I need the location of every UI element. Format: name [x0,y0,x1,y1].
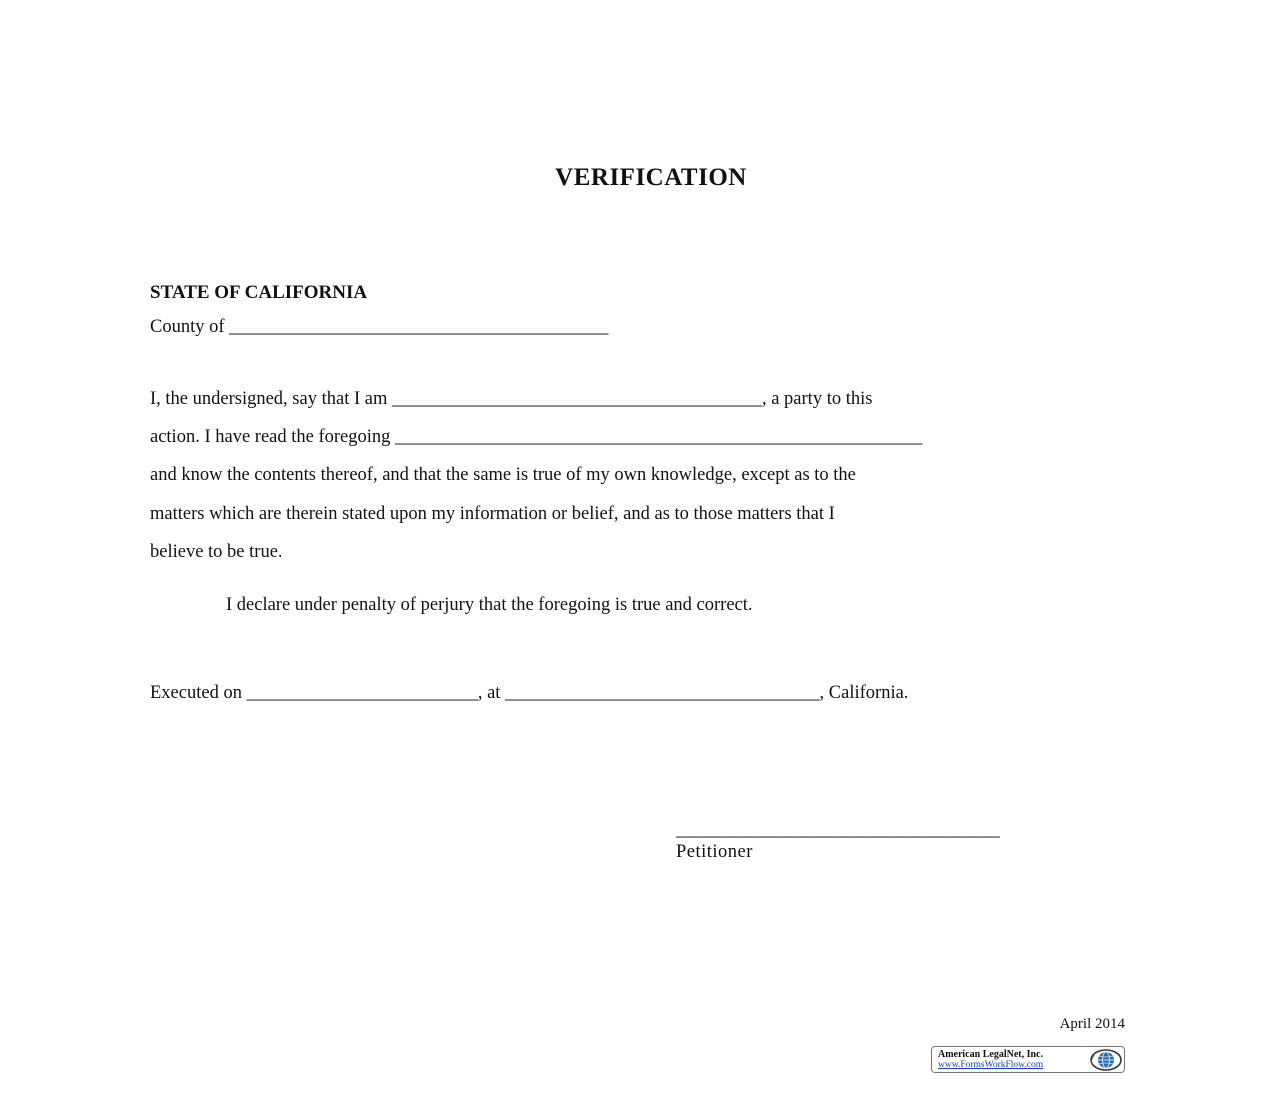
body-line-5: believe to be true. [150,542,283,562]
state-heading: STATE OF CALIFORNIA [150,282,368,303]
body-line-3: and know the contents thereof, and that the same is true of my own knowledge, except as to the [150,465,856,485]
executed-line: Executed on _________________________, at __________________________________, California. [150,683,909,703]
body-line-1: I, the undersigned, say that I am ________________________________________, a party to this [150,389,873,409]
globe-icon [1088,1048,1122,1072]
publisher-name: American LegalNet, Inc. [938,1049,1043,1060]
document-title: VERIFICATION [555,164,747,191]
county-line: County of _________________________________________ [150,317,609,337]
body-line-2: action. I have read the foregoing _________________________________________________________ [150,427,923,447]
publisher-link[interactable]: www.FormsWorkFlow.com [938,1060,1044,1070]
revision-date: April 2014 [1059,1016,1125,1032]
publisher-logo[interactable] [931,1046,1125,1073]
signature-line: ___________________________________ [676,820,1000,840]
declaration-text: I declare under penalty of perjury that the foregoing is true and correct. [226,595,753,615]
body-line-4: matters which are therein stated upon my information or belief, and as to those matters that I [150,504,835,524]
signature-label: Petitioner [676,842,753,862]
